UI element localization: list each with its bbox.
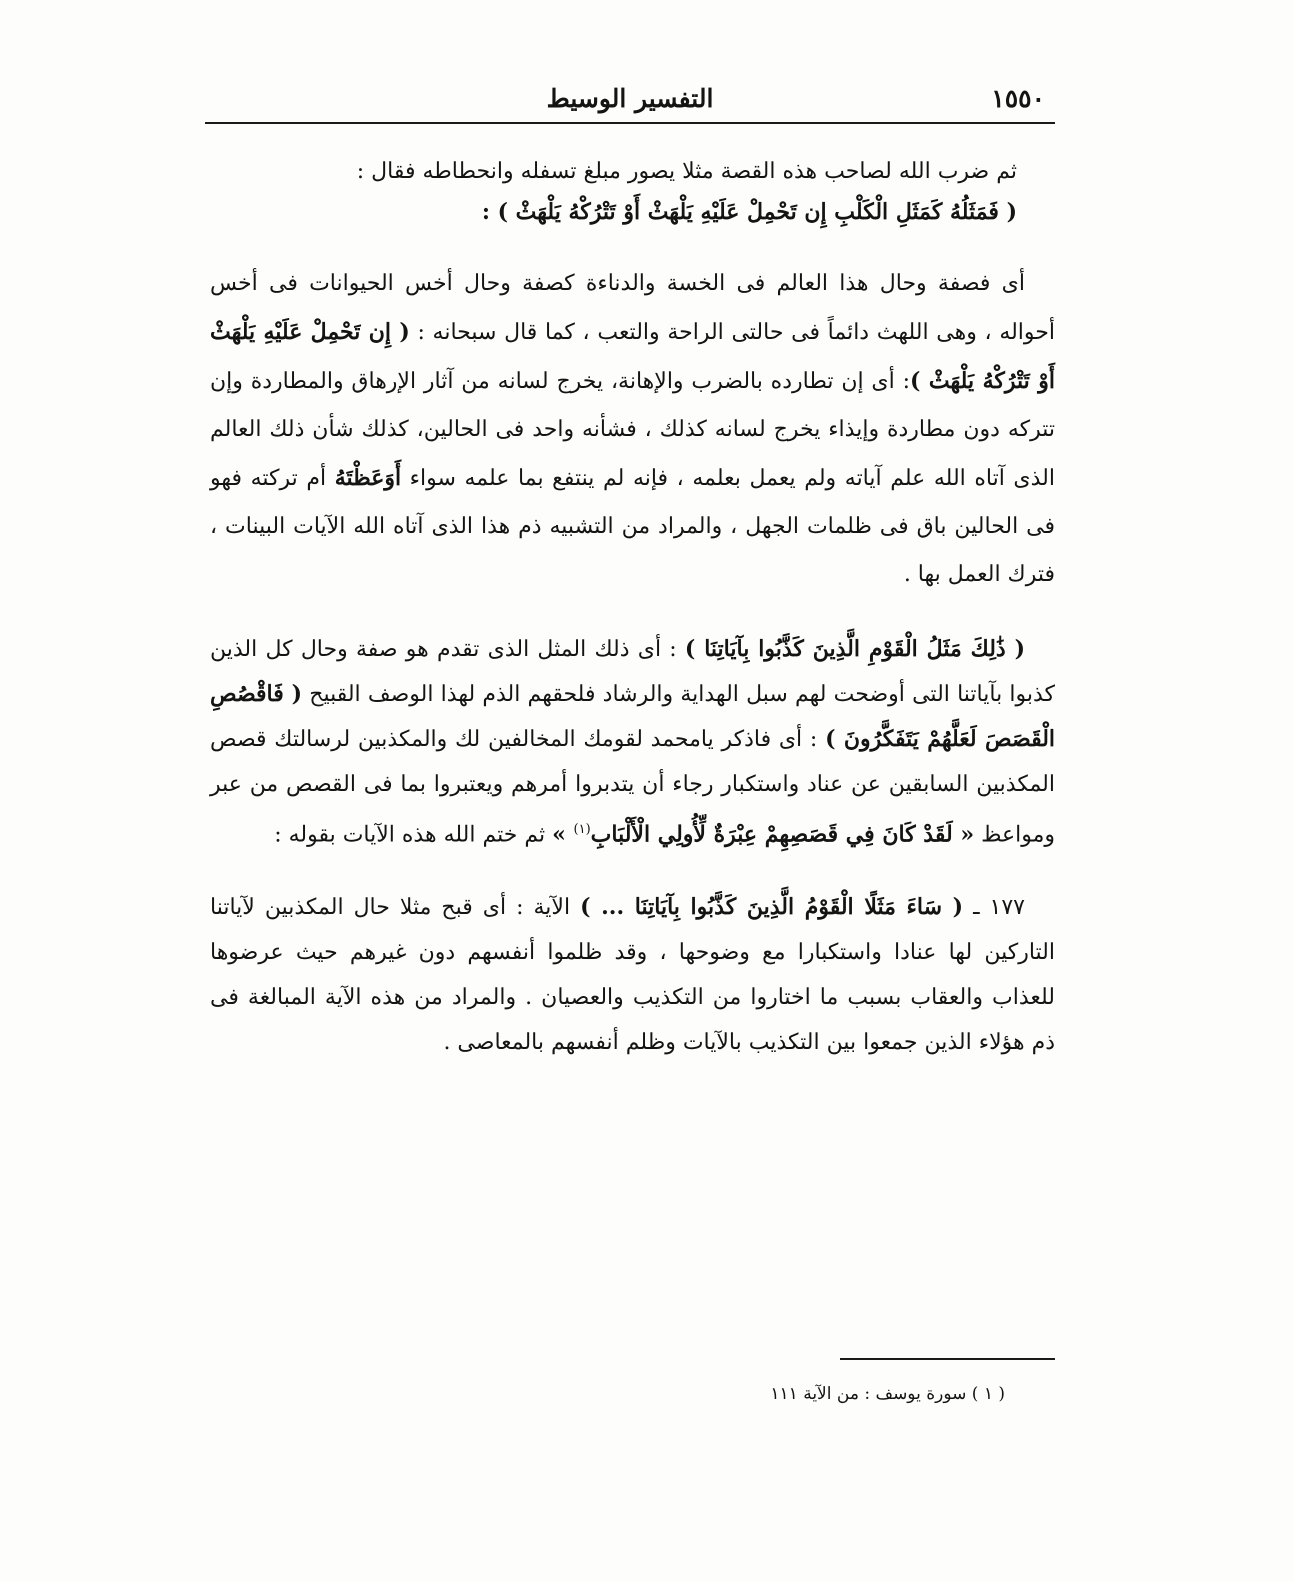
quran-quote: أَوَعَظْتَهُ bbox=[334, 465, 402, 491]
paragraph-text bbox=[210, 627, 1055, 857]
text-run: أم تركته فهو فى الحالين باق فى ظلمات الجهل ، والمراد من التشبيه ذم هذا الذى آتاه الله الآيات البينات ، فترك العمل بها . bbox=[210, 466, 1055, 587]
commentary-paragraph-1 bbox=[210, 260, 1055, 599]
verse-number: ١٧٧ ـ bbox=[963, 895, 1025, 921]
intro-line: ثم ضرب الله لصاحب هذه القصة مثلا يصور مبلغ تسفله وانحطاطه فقال : bbox=[356, 159, 1017, 184]
quran-quote: ( فَاقْصُصِ الْقَصَصَ لَعَلَّهُمْ يَتَفَكَّرُونَ ) bbox=[210, 681, 1056, 752]
text-run: الآية : أى قبح مثلا حال المكذبين لآياتنا التاركين لها عنادا واستكبارا مع وضوحها ، وقد ظلموا أنفسهم دون غيرهم حيث عرضوها للعذاب والعقاب بسبب ما اختاروا من التكذيب والعصيان . والمراد من هذه الآية المبالغة فى ذم هؤلاء الذين جمعوا بين التكذيب بالآيات وظلم أنفسهم بالمعاصى . bbox=[210, 895, 1055, 1056]
quran-verse-line: ( فَمَثَلُهُ كَمَثَلِ الْكَلْبِ إِن تَحْمِلْ عَلَيْهِ يَلْهَثْ أَوْ تَتْرُكْهُ يَلْهَثْ ) : bbox=[481, 199, 1017, 225]
quran-quote: ( سَاءَ مَثَلًا الْقَوْمُ الَّذِينَ كَذَّبُوا بِآيَاتِنَا ... ) bbox=[580, 894, 964, 921]
quran-quote: ( ذَٰلِكَ مَثَلُ الْقَوْمِ الَّذِينَ كَذَّبُوا بِآيَاتِنَا ) bbox=[684, 636, 1025, 662]
commentary-paragraph-2 bbox=[210, 627, 1055, 857]
paragraph-text bbox=[210, 260, 1055, 599]
intro-block bbox=[210, 152, 1055, 232]
quran-quote: ( إِن تَحْمِلْ عَلَيْهِ يَلْهَثْ أَوْ تَتْرُكْهُ يَلْهَثْ ) bbox=[210, 319, 1055, 394]
text-run: : أى فاذكر يامحمد لقومك المخالفين لك والمكذبين لرسالتك قصص المكذبين السابقين عن عناد واستكبار رجاء أن يتدبروا أمرهم ويعتبروا بما فى القصص من عبر ومواعظ bbox=[210, 727, 1055, 848]
page-body bbox=[210, 152, 1055, 1093]
footnote-divider bbox=[840, 1358, 1055, 1360]
commentary-paragraph-3 bbox=[210, 885, 1055, 1065]
page-number: ١٥٥٠ bbox=[991, 84, 1045, 113]
footnote: ( ١ ) سورة يوسف : من الآية ١١١ bbox=[770, 1384, 1005, 1404]
quran-quote: « لَقَدْ كَانَ فِي قَصَصِهِمْ عِبْرَةٌ لِّأُولِي الْأَلْبَابِ bbox=[590, 821, 975, 848]
footnote-reference[interactable]: (١) bbox=[573, 822, 591, 837]
page-header bbox=[205, 78, 1055, 124]
paragraph-text bbox=[210, 885, 1055, 1065]
text-run: : أى إن تطارده بالضرب والإهانة، يخرج لسانه من آثار الإرهاق والمطاردة وإن تتركه دون مطاردة وإيذاء يخرج لسانه كذلك ، فشأنه واحد فى الحالين، كذلك شأن ذلك العالم الذى آتاه الله علم آياته ولم يعمل بعلمه ، فإنه لم ينتفع بما علمه سواء bbox=[210, 369, 1055, 491]
quote-close: » bbox=[552, 821, 574, 848]
text-run: أى فصفة وحال هذا العالم فى الخسة والدناءة كصفة وحال أخس الحيوانات فى أخس أحواله ، وهى اللهث دائماً فى حالتى الراحة والتعب ، كما قال سبحانه : bbox=[210, 271, 1056, 345]
running-title: التفسير الوسيط bbox=[546, 84, 714, 113]
text-run: : أى ذلك المثل الذى تقدم هو صفة وحال كل الذين كذبوا بآياتنا التى أوضحت لهم سبل الهداية والرشاد فلحقهم الذم لهذا الوصف القبيح bbox=[210, 637, 1055, 707]
text-run: ثم ختم الله هذه الآيات بقوله : bbox=[274, 822, 553, 848]
